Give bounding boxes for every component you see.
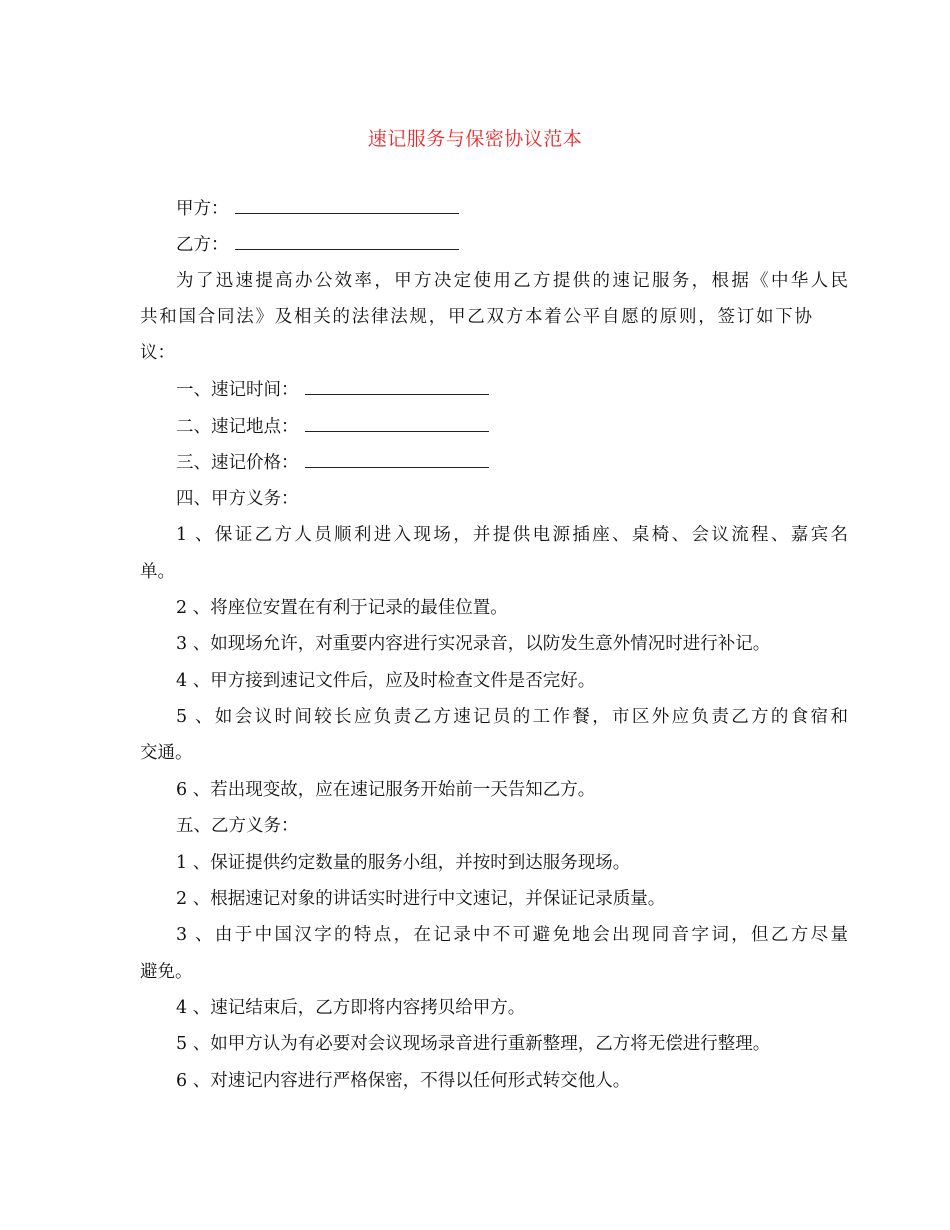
- section-5-clause-3: 3 、由于中国汉字的特点，在记录中不可避免地会出现同音字词，但乙方尽量: [176, 925, 848, 945]
- section-5-clause-1: 1 、保证提供约定数量的服务小组，并按时到达服务现场。: [176, 853, 631, 873]
- section-4-clause-6: 6 、若出现变故，应在速记服务开始前一天告知乙方。: [176, 780, 596, 800]
- section-4-clause-5: 5 、如会议时间较长应负责乙方速记员的工作餐，市区外应负责乙方的食宿和: [176, 707, 848, 727]
- item-place-label: 二、速记地点：: [176, 417, 299, 437]
- party-a-line: [140, 198, 848, 220]
- intro-line-3: 议：: [140, 343, 175, 363]
- item-price: [140, 452, 848, 474]
- section-4-clause-2: 2 、将座位安置在有利于记录的最佳位置。: [176, 598, 508, 618]
- section-5-clause-2: 2 、根据速记对象的讲话实时进行中文速记，并保证记录质量。: [176, 889, 666, 909]
- party-a-blank: [235, 199, 459, 214]
- item-place-blank: [305, 417, 489, 432]
- section-5-clause-5: 5 、如甲方认为有必要对会议现场录音进行重新整理，乙方将无偿进行整理。: [176, 1034, 771, 1054]
- intro-line-2: 共和国合同法》及相关的法律法规，甲乙双方本着公平自愿的原则，签订如下协: [140, 307, 812, 327]
- section-4-clause-1-cont: 单。: [140, 562, 175, 582]
- section-5-clause-6: 6 、对速记内容进行严格保密，不得以任何形式转交他人。: [176, 1071, 631, 1091]
- item-price-label: 三、速记价格：: [176, 453, 299, 473]
- section-4-clause-3: 3 、如现场允许，对重要内容进行实况录音，以防发生意外情况时进行补记。: [176, 634, 771, 654]
- section-4-clause-4: 4 、甲方接到速记文件后，应及时检查文件是否完好。: [176, 671, 596, 691]
- party-b-label: 乙方：: [176, 235, 229, 255]
- item-time-label: 一、速记时间：: [176, 380, 299, 400]
- item-time-blank: [305, 380, 489, 395]
- party-a-label: 甲方：: [176, 199, 229, 219]
- party-b-line: [140, 234, 848, 256]
- item-place: [140, 416, 848, 438]
- item-price-blank: [305, 453, 489, 468]
- item-time: [140, 379, 848, 401]
- party-b-blank: [235, 235, 459, 250]
- intro-line-1: 为了迅速提高办公效率，甲方决定使用乙方提供的速记服务，根据《中华人民: [176, 271, 848, 291]
- section-4-clause-5-cont: 交通。: [140, 743, 193, 763]
- document-title: 速记服务与保密协议范本: [367, 128, 583, 150]
- section-5-clause-3-cont: 避免。: [140, 962, 193, 982]
- section-4-clause-1: 1 、保证乙方人员顺利进入现场，并提供电源插座、桌椅、会议流程、嘉宾名: [176, 525, 848, 545]
- section-5-heading: 五、乙方义务：: [176, 816, 299, 836]
- section-4-heading: 四、甲方义务：: [176, 489, 299, 509]
- section-5-clause-4: 4 、速记结束后，乙方即将内容拷贝给甲方。: [176, 998, 526, 1018]
